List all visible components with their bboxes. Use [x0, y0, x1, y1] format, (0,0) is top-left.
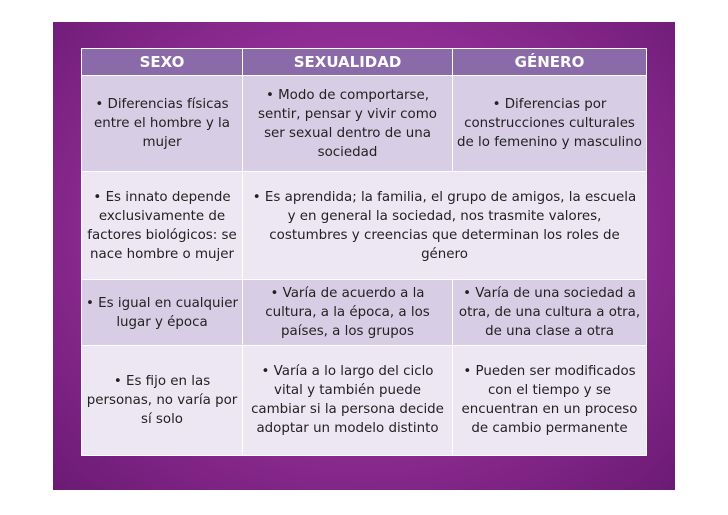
header-genero: GÉNERO: [453, 49, 647, 76]
cell-sexo: • Es innato depende exclusivamente de factores biológicos: se nace hombre o mujer: [82, 172, 243, 280]
cell-sexo: • Es fijo en las personas, no varía por sí solo: [82, 345, 243, 455]
cell-sexualidad: • Varía de acuerdo a la cultura, a la época, a los países, a los grupos: [243, 280, 453, 346]
comparison-table: [81, 48, 647, 456]
table-row: [82, 345, 647, 455]
cell-genero: • Varía de una sociedad a otra, de una cultura a otra, de una clase a otra: [453, 280, 647, 346]
cell-genero: • Diferencias por construcciones culturales de lo femenino y masculino: [453, 76, 647, 172]
cell-sexo: • Es igual en cualquier lugar y época: [82, 280, 243, 346]
header-sexualidad: SEXUALIDAD: [243, 49, 453, 76]
table-row: [82, 172, 647, 280]
cell-sexualidad: • Modo de comportarse, sentir, pensar y vivir como ser sexual dentro de una sociedad: [243, 76, 453, 172]
header-sexo: SEXO: [82, 49, 243, 76]
cell-sexualidad-genero: • Es aprendida; la familia, el grupo de amigos, la escuela y en general la sociedad, nos trasmite valores, costumbres y creencias que determinan los roles de género: [243, 172, 647, 280]
cell-genero: • Pueden ser modificados con el tiempo y se encuentran en un proceso de cambio permanente: [453, 345, 647, 455]
table-row: [82, 76, 647, 172]
cell-sexualidad: • Varía a lo largo del ciclo vital y también puede cambiar si la persona decide adoptar un modelo distinto: [243, 345, 453, 455]
table-row: [82, 280, 647, 346]
table-header-row: [82, 49, 647, 76]
cell-sexo: • Diferencias físicas entre el hombre y la mujer: [82, 76, 243, 172]
